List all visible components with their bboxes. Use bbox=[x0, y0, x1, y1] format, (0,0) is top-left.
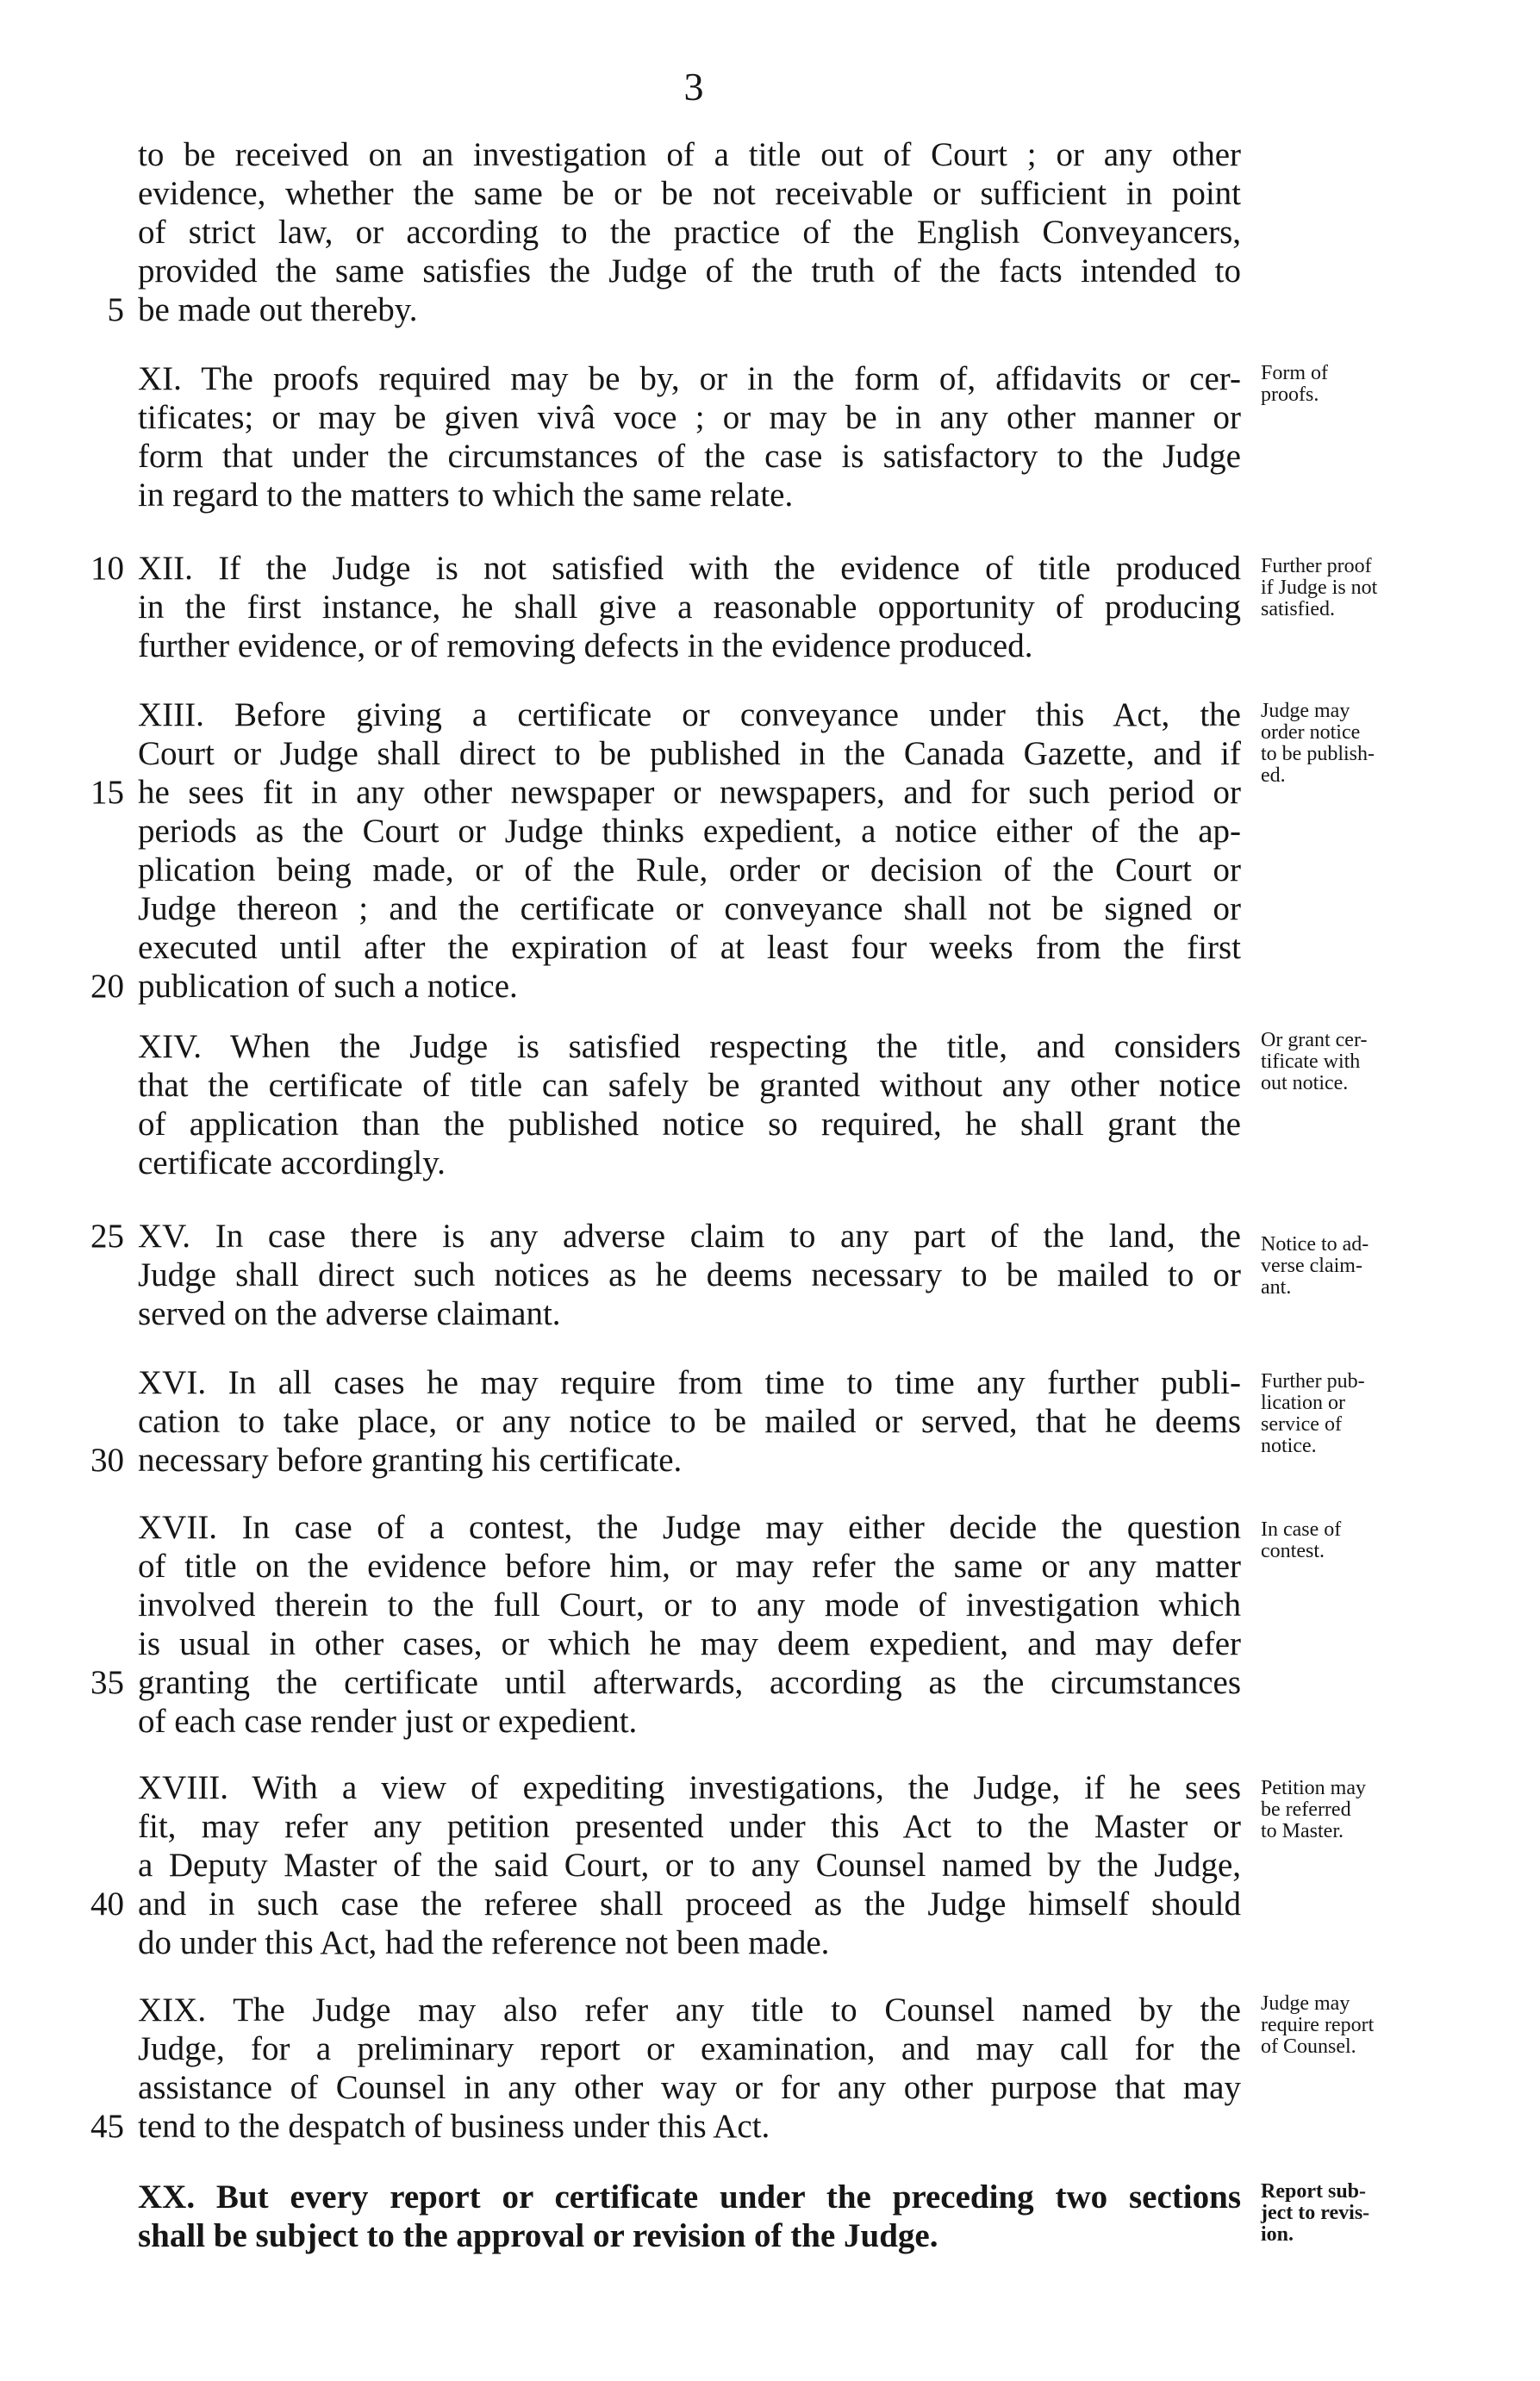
margin-note-adverse-claimant bbox=[1261, 1234, 1450, 1299]
line-number: 10 bbox=[90, 550, 124, 587]
text-line: plication being made, or of the Rule, order or decision of the Court or bbox=[138, 851, 1241, 888]
text-line: tend to the despatch of business under this Act. bbox=[138, 2108, 770, 2145]
margin-note-line: notice. bbox=[1261, 1435, 1317, 1457]
text-line: he sees fit in any other newspaper or newspapers, and for such period or bbox=[138, 774, 1241, 811]
margin-note-line: ant. bbox=[1261, 1276, 1292, 1299]
margin-note-line: satisfied. bbox=[1261, 598, 1335, 620]
text-line: XIII. Before giving a certificate or conveyance under this Act, the bbox=[138, 696, 1241, 733]
text-line: XIX. The Judge may also refer any title to Counsel named by the bbox=[138, 1991, 1241, 2029]
margin-note-line: In case of bbox=[1261, 1518, 1342, 1541]
margin-note-line: Further proof bbox=[1261, 555, 1372, 577]
margin-note-line: Or grant cer- bbox=[1261, 1029, 1368, 1051]
line-number: 15 bbox=[90, 774, 124, 811]
margin-note-further-publication bbox=[1261, 1371, 1450, 1457]
text-line: provided the same satisfies the Judge of the truth of the facts intended to bbox=[138, 252, 1241, 290]
page-number: 3 bbox=[683, 65, 704, 109]
text-line: Judge thereon ; and the certificate or conveyance shall not be signed or bbox=[138, 890, 1241, 927]
margin-note-line: if Judge is not bbox=[1261, 577, 1378, 599]
margin-note-line: require report bbox=[1261, 2014, 1375, 2036]
text-line: in regard to the matters to which the same relate. bbox=[138, 477, 794, 514]
text-line: of application than the published notice so required, he shall grant the bbox=[138, 1106, 1241, 1143]
text-line: XX. But every report or certificate under the preceding two sections bbox=[138, 2178, 1241, 2216]
margin-note-line: ed. bbox=[1261, 764, 1286, 787]
margin-note-line: to be publish- bbox=[1261, 743, 1375, 765]
line-number: 5 bbox=[107, 291, 124, 328]
margin-note-report-of-counsel bbox=[1261, 1993, 1450, 2058]
text-line: necessary before granting his certificate. bbox=[138, 1442, 683, 1479]
text-line: executed until after the expiration of at least four weeks from the first bbox=[138, 929, 1241, 966]
text-line: shall be subject to the approval or revision of the Judge. bbox=[138, 2217, 938, 2254]
text-line: assistance of Counsel in any other way or for any other purpose that may bbox=[138, 2069, 1241, 2106]
margin-note-line: proofs. bbox=[1261, 383, 1319, 406]
line-number: 30 bbox=[90, 1442, 124, 1479]
margin-note-line: Form of bbox=[1261, 362, 1328, 384]
text-line: form that under the circumstances of the case is satisfactory to the Judge bbox=[138, 438, 1241, 475]
text-line: in the first instance, he shall give a reasonable opportunity of producing bbox=[138, 589, 1241, 626]
text-line: granting the certificate until afterwards, according as the circumstances bbox=[138, 1664, 1241, 1701]
text-line: do under this Act, had the reference not been made. bbox=[138, 1924, 830, 1961]
margin-note-line: order notice bbox=[1261, 721, 1361, 744]
text-line: of strict law, or according to the practice of the English Conveyancers, bbox=[138, 214, 1241, 251]
margin-note-line: Judge may bbox=[1261, 1992, 1350, 2015]
margin-note-line: verse claim- bbox=[1261, 1255, 1362, 1277]
line-number: 20 bbox=[90, 968, 124, 1005]
line-number: 35 bbox=[90, 1664, 124, 1701]
text-line: fit, may refer any petition presented under this Act to the Master or bbox=[138, 1808, 1241, 1845]
text-line: and in such case the referee shall proceed as the Judge himself should bbox=[138, 1885, 1241, 1923]
text-line: XIV. When the Judge is satisfied respecting the title, and considers bbox=[138, 1028, 1241, 1065]
margin-note-petition-referred bbox=[1261, 1778, 1450, 1842]
margin-note-line: ion. bbox=[1261, 2223, 1294, 2246]
margin-note-line: lication or bbox=[1261, 1392, 1345, 1414]
margin-note-line: tificate with bbox=[1261, 1050, 1361, 1073]
margin-note-case-of-contest bbox=[1261, 1519, 1450, 1562]
line-number: 25 bbox=[90, 1218, 124, 1255]
text-line: involved therein to the full Court, or to any mode of investigation which bbox=[138, 1586, 1241, 1624]
margin-note-line: of Counsel. bbox=[1261, 2035, 1356, 2058]
text-line: evidence, whether the same be or be not receivable or sufficient in point bbox=[138, 175, 1241, 212]
text-line: cation to take place, or any notice to be mailed or served, that he deems bbox=[138, 1403, 1241, 1440]
margin-note-line: out notice. bbox=[1261, 1072, 1349, 1094]
text-line: Judge shall direct such notices as he deems necessary to be mailed to or bbox=[138, 1256, 1241, 1293]
text-line: Court or Judge shall direct to be published in the Canada Gazette, and if bbox=[138, 735, 1241, 772]
margin-note-report-subject-to-revision bbox=[1261, 2181, 1450, 2246]
text-line: certificate accordingly. bbox=[138, 1144, 446, 1181]
text-line: XVI. In all cases he may require from time to time any further publi- bbox=[138, 1364, 1241, 1401]
line-number: 45 bbox=[90, 2108, 124, 2145]
text-line: publication of such a notice. bbox=[138, 968, 518, 1005]
margin-note-line: contest. bbox=[1261, 1540, 1325, 1562]
text-line: served on the adverse claimant. bbox=[138, 1295, 561, 1332]
margin-note-judge-may-order-notice bbox=[1261, 701, 1450, 787]
margin-note-line: Notice to ad- bbox=[1261, 1233, 1369, 1256]
margin-note-line: Report sub- bbox=[1261, 2180, 1367, 2203]
text-line: of title on the evidence before him, or may refer the same or any matter bbox=[138, 1548, 1241, 1585]
text-line: XI. The proofs required may be by, or in the form of, affidavits or cer- bbox=[138, 360, 1241, 397]
margin-note-line: ject to revis- bbox=[1261, 2202, 1370, 2224]
text-line: tificates; or may be given vivâ voce ; or may be in any other manner or bbox=[138, 399, 1241, 436]
margin-note-line: Further pub- bbox=[1261, 1370, 1365, 1393]
text-line: a Deputy Master of the said Court, or to any Counsel named by the Judge, bbox=[138, 1847, 1241, 1884]
text-line: periods as the Court or Judge thinks expedient, a notice either of the ap- bbox=[138, 813, 1241, 850]
text-line: Judge, for a preliminary report or examination, and may call for the bbox=[138, 2030, 1241, 2067]
margin-note-line: be referred bbox=[1261, 1798, 1351, 1821]
margin-note-line: to Master. bbox=[1261, 1820, 1344, 1842]
margin-note-line: service of bbox=[1261, 1413, 1342, 1436]
text-line: XII. If the Judge is not satisfied with the evidence of title produced bbox=[138, 550, 1241, 587]
line-number: 40 bbox=[90, 1885, 124, 1923]
text-line: that the certificate of title can safely be granted without any other notice bbox=[138, 1067, 1241, 1104]
text-line: of each case render just or expedient. bbox=[138, 1703, 638, 1740]
text-line: further evidence, or of removing defects in the evidence produced. bbox=[138, 627, 1033, 664]
margin-note-further-proof bbox=[1261, 556, 1450, 620]
margin-note-line: Judge may bbox=[1261, 700, 1350, 722]
text-line: XV. In case there is any adverse claim to any part of the land, the bbox=[138, 1218, 1241, 1255]
text-line: XVIII. With a view of expediting investigations, the Judge, if he sees bbox=[138, 1769, 1241, 1806]
margin-note-line: Petition may bbox=[1261, 1777, 1366, 1799]
text-line: XVII. In case of a contest, the Judge may either decide the question bbox=[138, 1509, 1241, 1546]
text-line: is usual in other cases, or which he may deem expedient, and may defer bbox=[138, 1625, 1241, 1662]
text-line: to be received on an investigation of a title out of Court ; or any other bbox=[138, 136, 1241, 173]
margin-note-form-of-proofs bbox=[1261, 363, 1450, 406]
text-line: be made out thereby. bbox=[138, 291, 418, 328]
margin-note-grant-certificate bbox=[1261, 1030, 1450, 1094]
